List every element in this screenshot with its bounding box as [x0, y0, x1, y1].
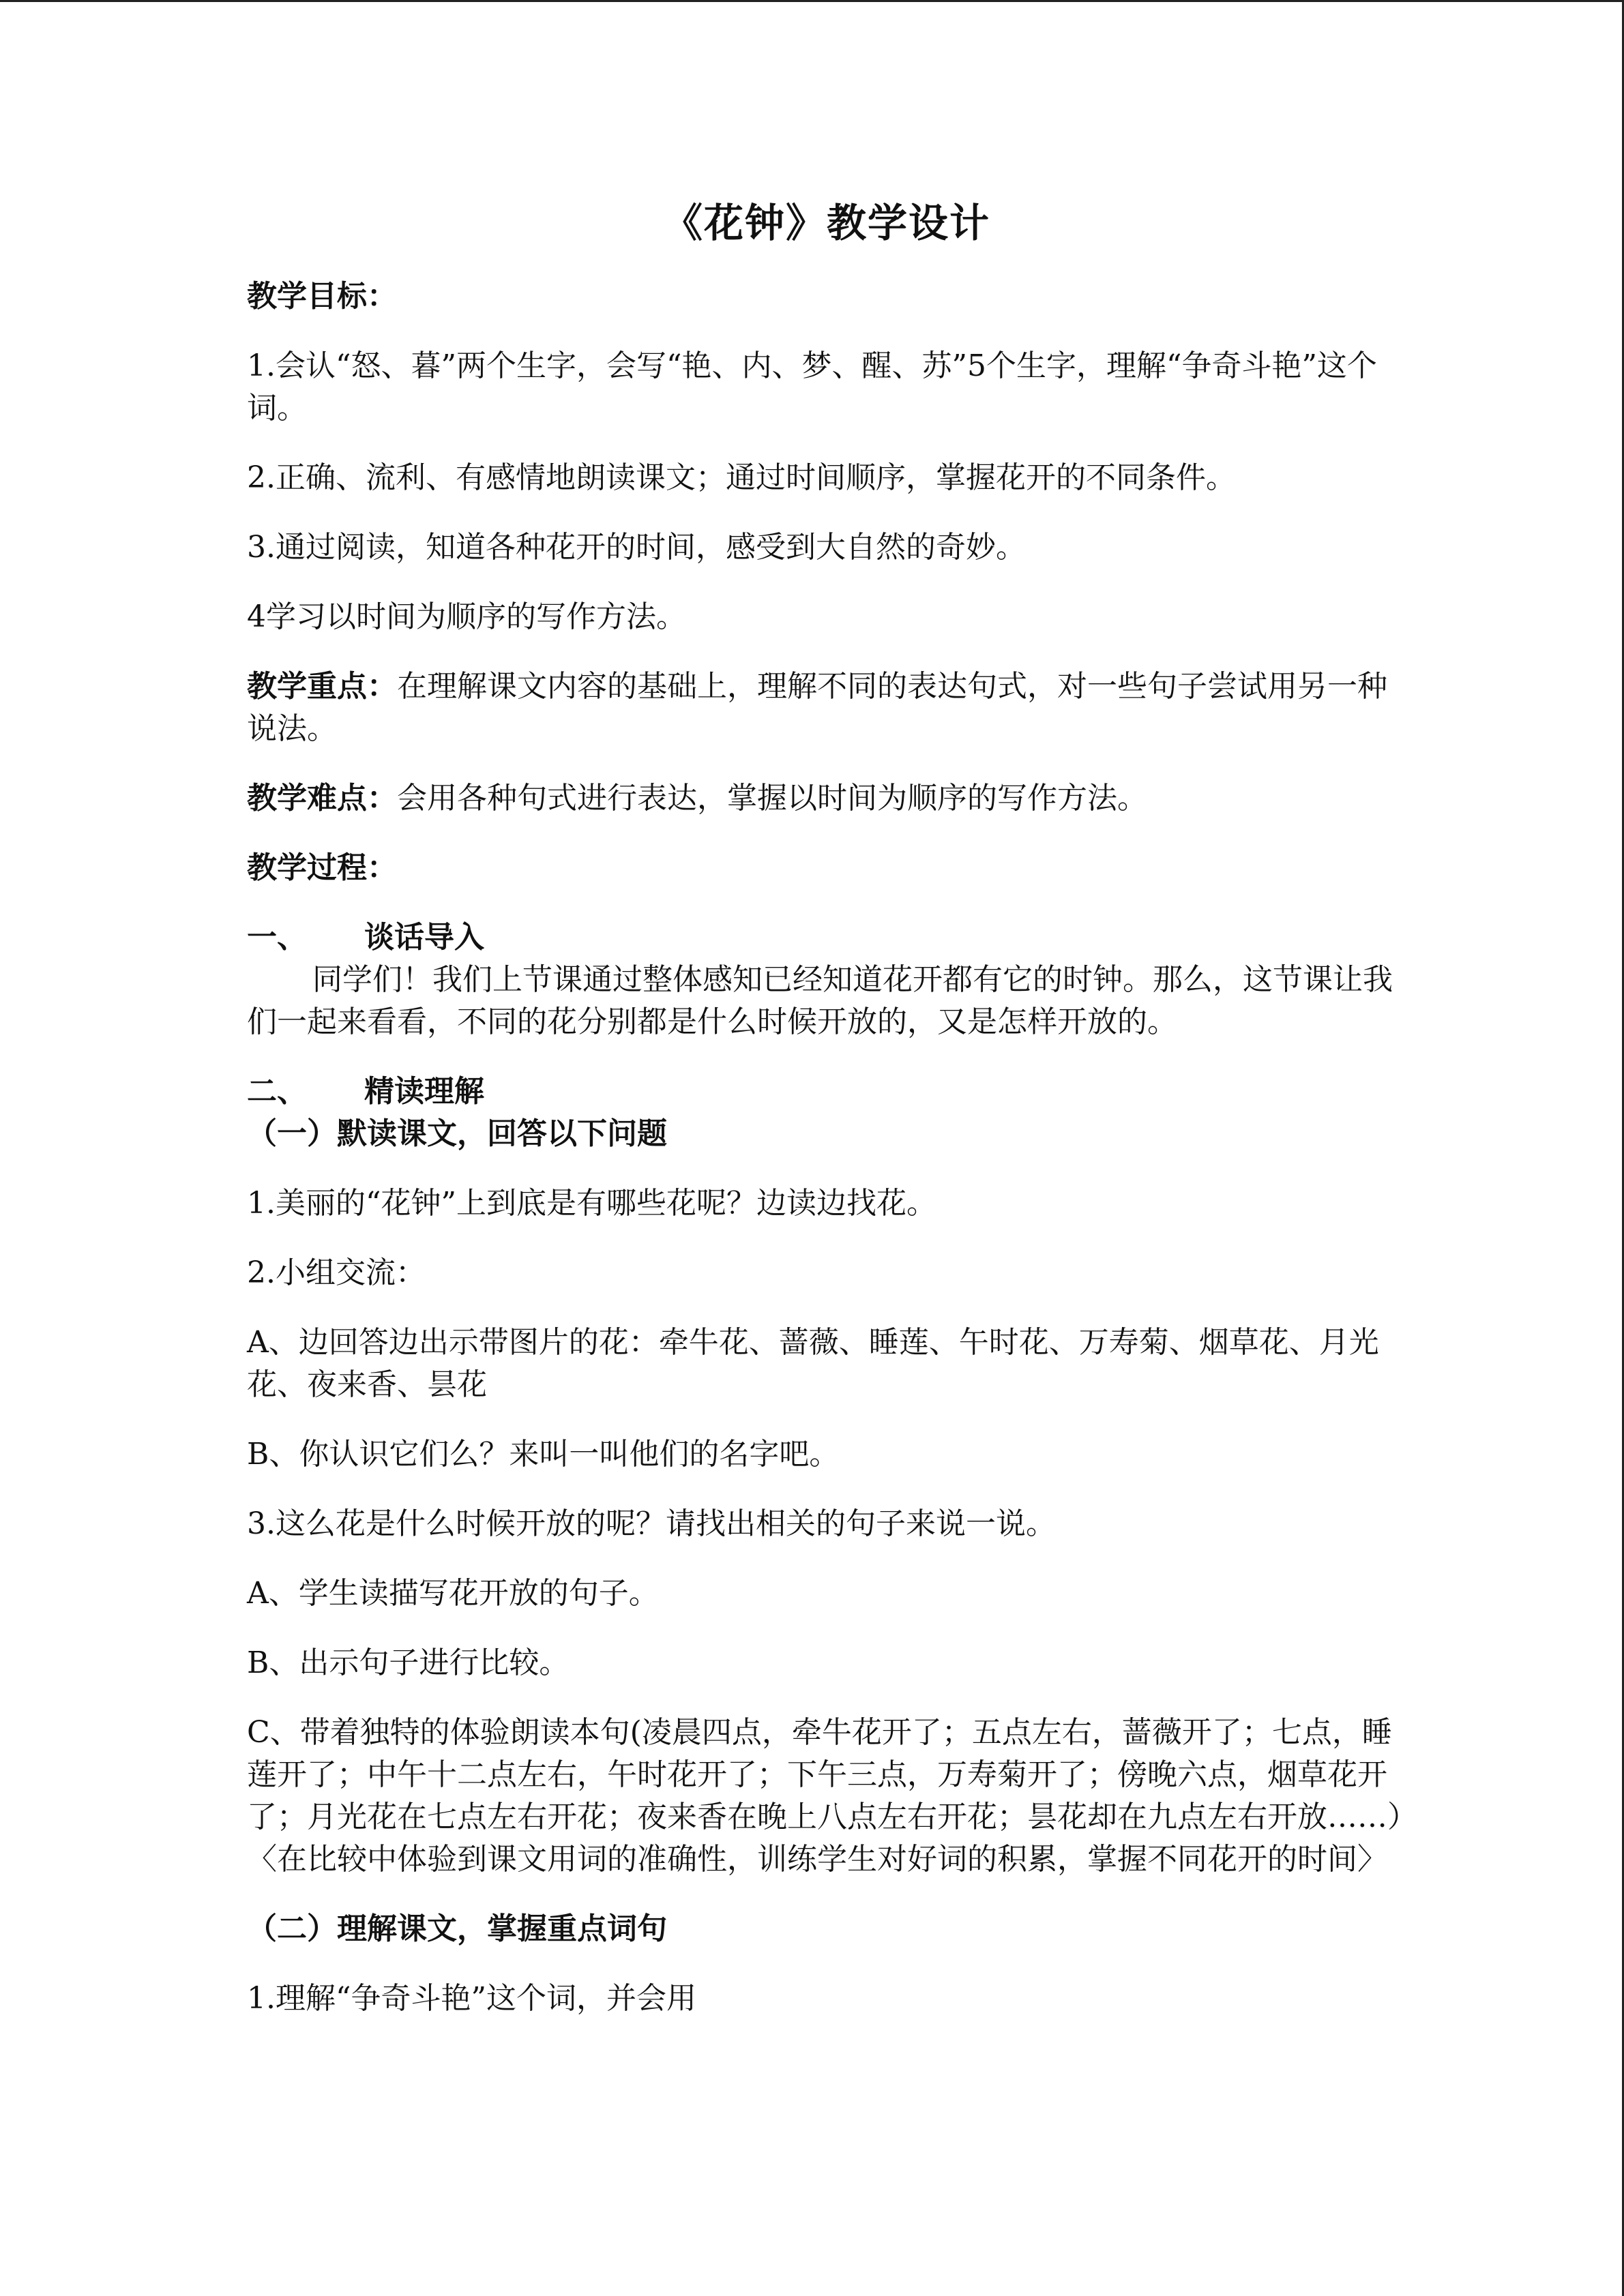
difficulty-text: 会用各种句式进行表达，掌握以时间为顺序的写作方法。 — [397, 781, 1147, 816]
question-2b: B、你认识它们么？来叫一叫他们的名字吧。 — [247, 1437, 840, 1472]
question-2: 2.小组交流： — [247, 1255, 426, 1290]
difficulty-label: 教学难点： — [247, 781, 397, 816]
question-3c: C、带着独特的体验朗读本句(凌晨四点，牵牛花开了；五点左右，蔷薇开了；七点，睡莲开了；中午十二点左右，午时花开了；下午三点，万寿菊开了；傍晚六点，烟草花开了；月光花在七点左右开花；夜来香在晚上八点左右开花；昙花却在九点左右开放……）〈在比较中体验到课文用词的准确性，训练学生对好词的积累，掌握不同花开的时间〉 — [247, 1715, 1402, 1877]
section-1-number: 一、 — [247, 920, 307, 955]
objective-item-2: 2.正确、流利、有感情地朗读课文；通过时间顺序，掌握花开的不同条件。 — [247, 460, 1236, 495]
question-2a: A、边回答边出示带图片的花：牵牛花、蔷薇、睡莲、午时花、万寿菊、烟草花、月光花、夜来香、昙花 — [247, 1325, 1379, 1402]
subsection-2-question-1: 1.理解“争奇斗艳”这个词，并会用 — [247, 1981, 696, 2016]
key-point-text: 在理解课文内容的基础上，理解不同的表达句式，对一些句子尝试用另一种说法。 — [247, 669, 1387, 746]
question-1: 1.美丽的“花钟”上到底是有哪些花呢？边读边找花。 — [247, 1186, 936, 1221]
section-2-heading — [247, 1071, 1406, 1113]
section-1-heading — [247, 916, 1406, 959]
process-heading: 教学过程： — [247, 850, 397, 885]
key-point-label: 教学重点： — [247, 669, 397, 704]
objective-item-1: 1.会认“怒、暮”两个生字，会写“艳、内、梦、醒、苏”5个生字，理解“争奇斗艳”这个词。 — [247, 348, 1377, 426]
document-page — [247, 191, 1406, 2020]
section-1-title: 谈话导入 — [364, 920, 484, 955]
objectives-heading: 教学目标： — [247, 279, 397, 314]
section-1-body: 同学们！我们上节课通过整体感知已经知道花开都有它的时钟。那么，这节课让我们一起来看看，不同的花分别都是什么时候开放的，又是怎样开放的。 — [247, 962, 1393, 1039]
document-title: 《花钟》教学设计 — [662, 200, 990, 246]
objective-item-4: 4学习以时间为顺序的写作方法。 — [247, 599, 686, 634]
question-3: 3.这么花是什么时候开放的呢？请找出相关的句子来说一说。 — [247, 1506, 1056, 1541]
subsection-2-heading: （二）理解课文，掌握重点词句 — [247, 1911, 667, 1946]
question-3a: A、学生读描写花开放的句子。 — [247, 1576, 659, 1611]
subsection-1-heading: （一）默读课文，回答以下问题 — [247, 1116, 667, 1151]
section-2-number: 二、 — [247, 1074, 307, 1109]
section-2-title: 精读理解 — [364, 1074, 484, 1109]
question-3b: B、出示句子进行比较。 — [247, 1645, 570, 1680]
objective-item-3: 3.通过阅读，知道各种花开的时间，感受到大自然的奇妙。 — [247, 530, 1026, 565]
difficulty — [247, 777, 1406, 820]
key-point — [247, 666, 1406, 750]
page-border-top — [0, 0, 1624, 2]
